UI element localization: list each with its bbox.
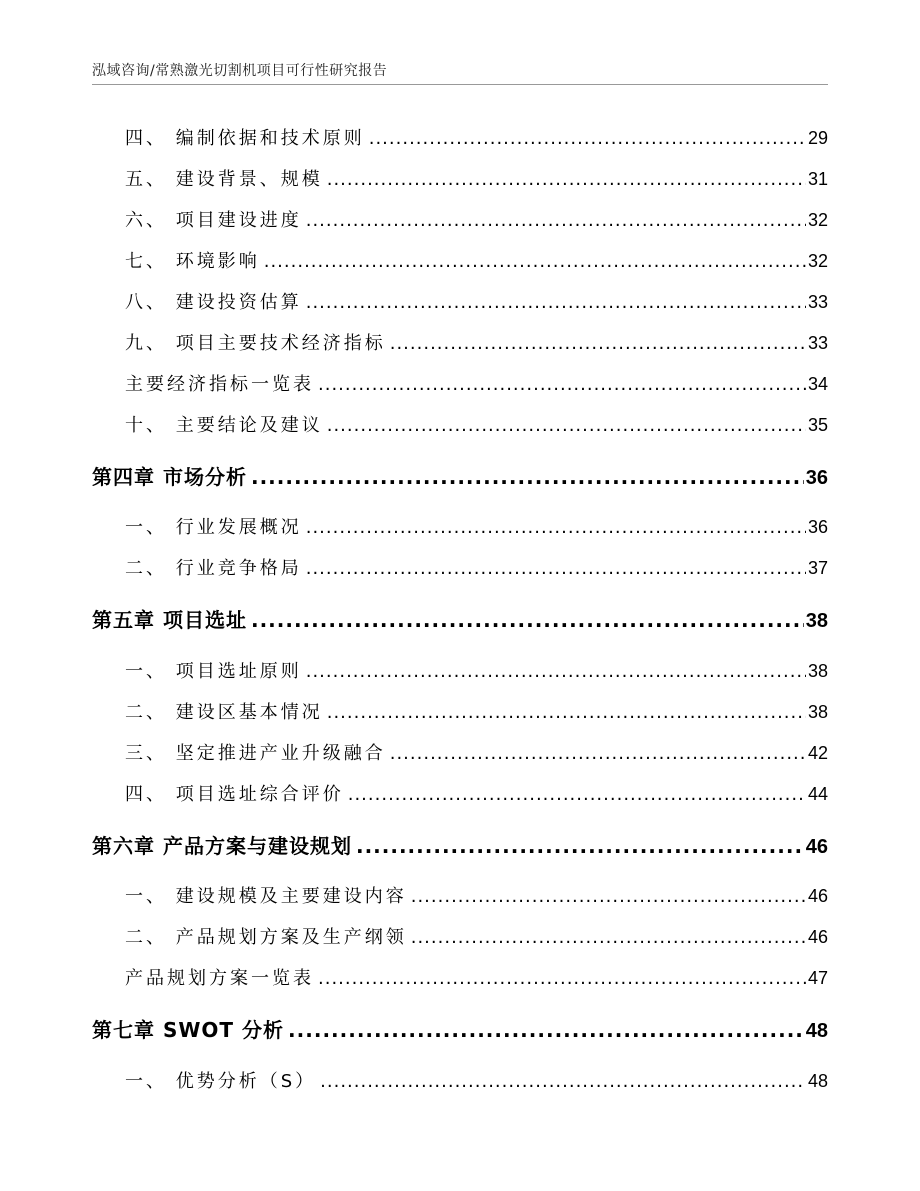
toc-entry[interactable] [125,288,828,314]
toc-entry-page: 46 [807,886,828,906]
toc-dot-leader [306,558,806,579]
toc-entry-page: 38 [807,702,828,722]
toc-chapter-title: 第六章 产品方案与建设规划 [92,834,352,858]
toc-chapter-page: 46 [805,836,828,858]
toc-entry-title: 主要经济指标一览表 [125,374,314,395]
toc-entry-title: 八、 建设投资估算 [125,292,302,313]
toc-dot-leader [288,1018,804,1042]
toc-entry-title: 产品规划方案一览表 [125,968,314,989]
toc-entry-page: 38 [807,661,828,681]
toc-entry-page: 34 [807,374,828,394]
toc-chapter-page: 36 [805,467,828,489]
toc-entry-page: 44 [807,784,828,804]
toc-entry[interactable] [125,247,828,273]
toc-dot-leader [251,608,804,632]
toc-entry-title: 二、 行业竞争格局 [125,558,302,579]
toc-dot-leader [327,702,806,723]
toc-entry-title: 十、 主要结论及建议 [125,415,323,436]
toc-entry-title: 四、 编制依据和技术原则 [125,128,365,149]
toc-entry-title: 一、 优势分析（S） [125,1071,317,1092]
toc-chapter-entry[interactable] [92,461,828,490]
toc-chapter-title: 第七章 SWOT 分析 [92,1018,285,1042]
toc-chapter-entry[interactable] [92,830,828,859]
toc-entry-title: 六、 项目建设进度 [125,210,302,231]
toc-dot-leader [320,1071,806,1092]
toc-dot-leader [264,251,806,272]
toc-dot-leader [327,415,806,436]
toc-chapter-entry[interactable] [92,604,828,633]
toc-entry[interactable] [125,780,828,806]
toc-entry-page: 32 [807,210,828,230]
toc-chapter-page: 48 [805,1020,828,1042]
toc-dot-leader [318,968,806,989]
toc-entry[interactable] [125,964,828,990]
toc-entry-page: 37 [807,558,828,578]
toc-entry-title: 九、 项目主要技术经济指标 [125,333,386,354]
toc-entry-page: 47 [807,968,828,988]
toc-chapter-page: 38 [805,610,828,632]
toc-entry-page: 31 [807,169,828,189]
toc-chapter-title: 第四章 市场分析 [92,465,247,489]
toc-dot-leader [411,927,806,948]
toc-entry[interactable] [125,329,828,355]
toc-entry[interactable] [125,739,828,765]
toc-dot-leader [318,374,806,395]
toc-entry-page: 33 [807,333,828,353]
toc-entry-page: 36 [807,517,828,537]
toc-dot-leader [306,210,806,231]
toc-chapter-title: 第五章 项目选址 [92,608,247,632]
toc-entry[interactable] [125,1067,828,1093]
toc-dot-leader [390,333,806,354]
toc-entry[interactable] [125,124,828,150]
toc-chapter-entry[interactable] [92,1014,828,1043]
toc-entry[interactable] [125,554,828,580]
toc-dot-leader [369,128,806,149]
toc-entry-title: 五、 建设背景、规模 [125,169,323,190]
toc-dot-leader [348,784,806,805]
toc-dot-leader [306,292,806,313]
toc-dot-leader [327,169,806,190]
toc-entry-title: 二、 建设区基本情况 [125,702,323,723]
toc-entry-page: 32 [807,251,828,271]
toc-entry[interactable] [125,923,828,949]
toc-dot-leader [306,517,806,538]
header-rule [92,84,828,85]
toc-entry-title: 七、 环境影响 [125,251,260,272]
toc-entry-page: 33 [807,292,828,312]
toc-entry-title: 一、 建设规模及主要建设内容 [125,886,407,907]
toc-entry-page: 46 [807,927,828,947]
toc-entry-page: 29 [807,128,828,148]
toc-dot-leader [356,834,804,858]
toc-entry[interactable] [125,165,828,191]
toc-dot-leader [306,661,806,682]
toc-entry[interactable] [125,206,828,232]
toc-entry-title: 一、 行业发展概况 [125,517,302,538]
toc-entry[interactable] [125,882,828,908]
toc-entry[interactable] [125,370,828,396]
toc-dot-leader [411,886,806,907]
toc-entry-page: 48 [807,1071,828,1091]
page-header: 泓域咨询/常熟激光切割机项目可行性研究报告 [92,63,388,79]
toc-entry-page: 42 [807,743,828,763]
toc-entry[interactable] [125,657,828,683]
toc-entry-page: 35 [807,415,828,435]
toc-entry-title: 三、 坚定推进产业升级融合 [125,743,386,764]
toc-dot-leader [390,743,806,764]
toc-entry[interactable] [125,698,828,724]
toc-dot-leader [251,465,804,489]
toc-entry[interactable] [125,513,828,539]
toc-entry-title: 二、 产品规划方案及生产纲领 [125,927,407,948]
toc-entry-title: 四、 项目选址综合评价 [125,784,344,805]
toc-entry-title: 一、 项目选址原则 [125,661,302,682]
toc-entry[interactable] [125,411,828,437]
